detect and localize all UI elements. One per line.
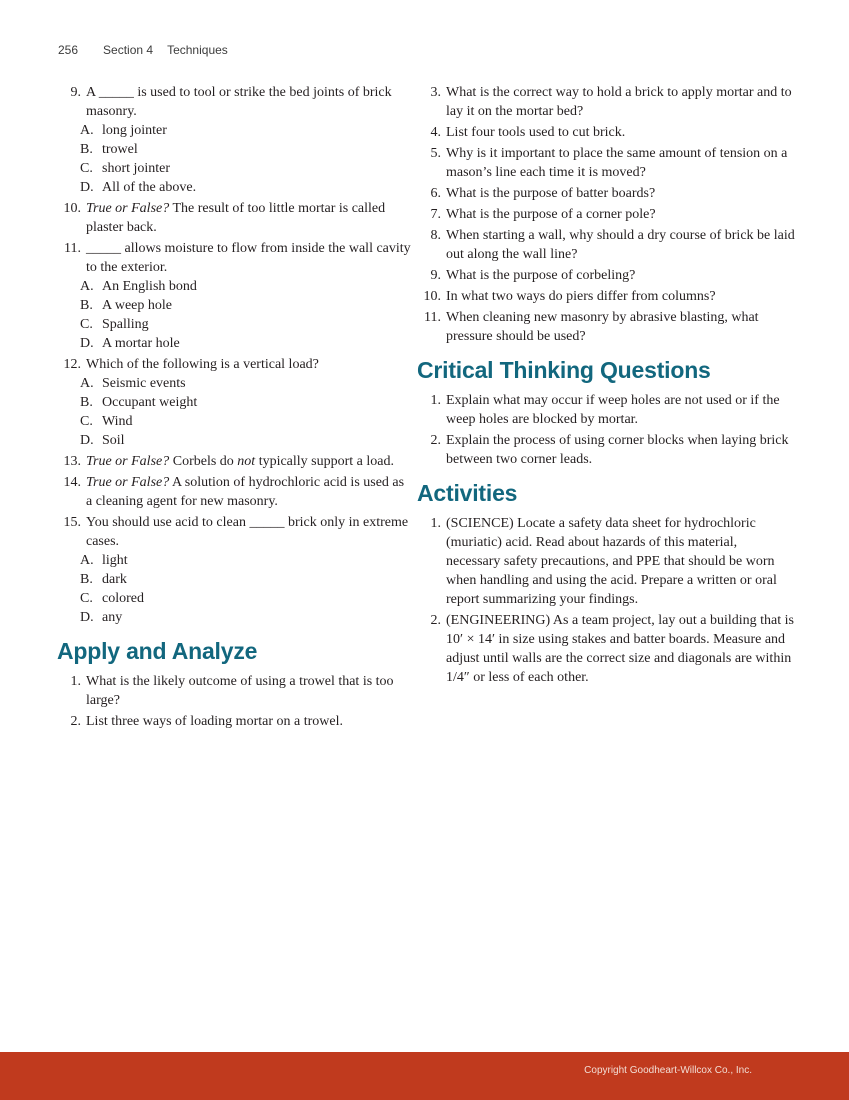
chapter-label: Techniques xyxy=(167,43,228,57)
copyright-text: Copyright Goodheart-Willcox Co., Inc. xyxy=(584,1065,752,1076)
option-text: any xyxy=(102,610,123,625)
question-number: 10. xyxy=(63,201,81,216)
option-item xyxy=(80,159,412,178)
option-letter: C. xyxy=(80,317,93,332)
question-number: 7. xyxy=(430,207,441,222)
section-label: Section 4 xyxy=(103,43,154,57)
question-text: What is the correct way to hold a brick to apply mortar and to lay it on the mortar bed? xyxy=(446,85,792,119)
question-item-9r xyxy=(417,266,795,285)
question-item-7 xyxy=(417,205,795,224)
option-text: Spalling xyxy=(102,317,149,332)
question-text: You should use acid to clean _____ brick only in extreme cases. xyxy=(86,515,409,549)
option-item xyxy=(80,551,412,570)
activity-item-1 xyxy=(417,514,795,609)
option-text: dark xyxy=(102,572,127,587)
question-item-11 xyxy=(57,239,412,353)
apply-question-item-2 xyxy=(57,712,412,731)
question-item-10r xyxy=(417,287,795,306)
question-text: A _____ is used to tool or strike the bed joints of brick masonry. xyxy=(86,85,392,119)
question-number: 4. xyxy=(430,125,441,140)
question-number: 11. xyxy=(424,310,441,325)
option-letter: B. xyxy=(80,395,93,410)
option-letter: D. xyxy=(80,336,94,351)
question-item-15 xyxy=(57,513,412,627)
critical-question-item-1 xyxy=(417,391,795,429)
option-letter: D. xyxy=(80,433,94,448)
right-column xyxy=(417,83,795,733)
option-item xyxy=(80,296,412,315)
running-header xyxy=(58,41,228,60)
question-number: 8. xyxy=(430,228,441,243)
question-number: 3. xyxy=(430,85,441,100)
activity-number: 2. xyxy=(430,613,441,628)
question-text: In what two ways do piers differ from columns? xyxy=(446,289,716,304)
question-item-11r xyxy=(417,308,795,346)
page-number: 256 xyxy=(58,43,79,57)
option-text: long jointer xyxy=(102,123,167,138)
activity-item-2 xyxy=(417,611,795,687)
option-text: Soil xyxy=(102,433,125,448)
option-item xyxy=(80,412,412,431)
apply-question-item-1 xyxy=(57,672,412,710)
option-letter: B. xyxy=(80,142,93,157)
question-item-10 xyxy=(57,199,412,237)
activity-number: 1. xyxy=(430,516,441,531)
question-number: 13. xyxy=(63,454,81,469)
question-text: List four tools used to cut brick. xyxy=(446,125,626,140)
question-text: Which of the following is a vertical load? xyxy=(86,357,319,372)
question-item-4 xyxy=(417,123,795,142)
question-number: 1. xyxy=(430,393,441,408)
question-number: 11. xyxy=(64,241,81,256)
footer-bar xyxy=(0,1052,849,1100)
option-item xyxy=(80,334,412,353)
apply-and-analyze-heading: Apply and Analyze xyxy=(57,638,258,664)
options-list xyxy=(80,551,412,627)
option-item xyxy=(80,608,412,627)
critical-thinking-heading: Critical Thinking Questions xyxy=(417,357,711,383)
question-text: True or False? The result of too little mortar is called plaster back. xyxy=(86,201,386,235)
activity-text: (ENGINEERING) As a team project, lay out a building that is 10′ × 14′ in size using stakes and batter boards. Measure and adjust until walls are the correct size and diagonals are within 1/4″ or less of each other. xyxy=(446,613,794,685)
question-number: 9. xyxy=(430,268,441,283)
question-text: What is the likely outcome of using a trowel that is too large? xyxy=(86,674,394,708)
options-list xyxy=(80,374,412,450)
question-text: Explain the process of using corner blocks when laying brick between two corner leads. xyxy=(446,433,789,467)
question-text: True or False? A solution of hydrochloric acid is used as a cleaning agent for new masonry. xyxy=(86,475,405,509)
option-text: An English bond xyxy=(102,279,197,294)
question-number: 14. xyxy=(63,475,81,490)
question-number: 12. xyxy=(63,357,81,372)
question-text: _____ allows moisture to flow from inside the wall cavity to the exterior. xyxy=(86,241,411,275)
option-letter: A. xyxy=(80,279,94,294)
question-item-12 xyxy=(57,355,412,450)
option-letter: D. xyxy=(80,180,94,195)
option-text: Occupant weight xyxy=(102,395,198,410)
question-text: Explain what may occur if weep holes are not used or if the weep holes are blocked by mortar. xyxy=(446,393,780,427)
option-letter: B. xyxy=(80,298,93,313)
activities-heading: Activities xyxy=(417,480,518,506)
question-text: What is the purpose of a corner pole? xyxy=(446,207,656,222)
options-list xyxy=(80,121,412,197)
question-item-13 xyxy=(57,452,412,471)
question-number: 10. xyxy=(423,289,441,304)
left-column xyxy=(57,83,412,733)
option-text: trowel xyxy=(102,142,138,157)
option-text: Seismic events xyxy=(102,376,186,391)
question-number: 9. xyxy=(70,85,81,100)
question-text: What is the purpose of batter boards? xyxy=(446,186,656,201)
option-letter: C. xyxy=(80,414,93,429)
option-text: short jointer xyxy=(102,161,171,176)
option-letter: A. xyxy=(80,123,94,138)
question-text: When starting a wall, why should a dry course of brick be laid out along the wall line? xyxy=(446,228,795,262)
option-text: All of the above. xyxy=(102,180,197,195)
question-number: 15. xyxy=(63,515,81,530)
option-letter: C. xyxy=(80,161,93,176)
critical-question-item-2 xyxy=(417,431,795,469)
options-list xyxy=(80,277,412,353)
option-text: light xyxy=(102,553,128,568)
option-letter: B. xyxy=(80,572,93,587)
option-text: A mortar hole xyxy=(102,336,180,351)
question-item-6 xyxy=(417,184,795,203)
option-text: colored xyxy=(102,591,144,606)
option-text: A weep hole xyxy=(102,298,172,313)
option-text: Wind xyxy=(102,414,133,429)
option-letter: D. xyxy=(80,610,94,625)
page-content xyxy=(57,83,795,733)
option-item xyxy=(80,393,412,412)
question-item-14 xyxy=(57,473,412,511)
question-item-3 xyxy=(417,83,795,121)
option-letter: A. xyxy=(80,376,94,391)
option-item xyxy=(80,121,412,140)
question-item-9 xyxy=(57,83,412,197)
question-text: Why is it important to place the same amount of tension on a mason’s line each time it is moved? xyxy=(446,146,788,180)
question-number: 2. xyxy=(70,714,81,729)
question-text: What is the purpose of corbeling? xyxy=(446,268,636,283)
question-text: List three ways of loading mortar on a trowel. xyxy=(86,714,343,729)
option-letter: C. xyxy=(80,591,93,606)
option-item xyxy=(80,374,412,393)
question-number: 6. xyxy=(430,186,441,201)
option-item xyxy=(80,315,412,334)
option-item xyxy=(80,589,412,608)
question-number: 5. xyxy=(430,146,441,161)
question-item-8 xyxy=(417,226,795,264)
activity-text: (SCIENCE) Locate a safety data sheet for hydrochloric (muriatic) acid. Read about hazards of this material, necessary safety precautions, and PPE that should be worn when handling and using the acid. Prepare a written or oral report summarizing your findings. xyxy=(446,516,777,607)
option-letter: A. xyxy=(80,553,94,568)
option-item xyxy=(80,178,412,197)
question-number: 2. xyxy=(430,433,441,448)
question-number: 1. xyxy=(70,674,81,689)
option-item xyxy=(80,431,412,450)
question-text: True or False? Corbels do not typically support a load. xyxy=(86,454,394,469)
option-item xyxy=(80,277,412,296)
option-item xyxy=(80,570,412,589)
option-item xyxy=(80,140,412,159)
question-text: When cleaning new masonry by abrasive blasting, what pressure should be used? xyxy=(446,310,759,344)
question-item-5 xyxy=(417,144,795,182)
